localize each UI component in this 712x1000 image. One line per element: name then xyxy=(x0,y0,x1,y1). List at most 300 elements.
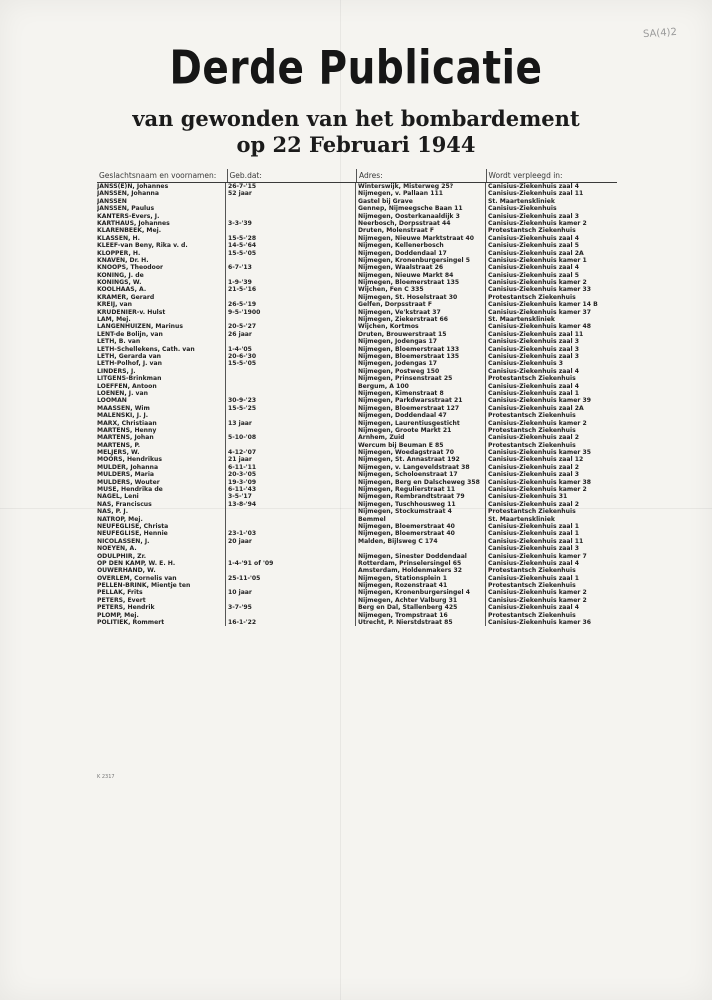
cell-birthdate: 21-5-'16 xyxy=(225,286,355,293)
cell-address: Nijmegen, Ziekerstraat 66 xyxy=(355,316,485,323)
cell-address: Rotterdam, Prinselersingel 65 xyxy=(355,560,485,567)
cell-hospital: Canisius-Ziekenhuis zaal 3 xyxy=(485,545,617,552)
cell-birthdate xyxy=(225,516,355,523)
page-title: Derde Publicatie xyxy=(169,42,543,96)
cell-birthdate xyxy=(225,368,355,375)
cell-address: Nijmegen, Bloemerstraat 135 xyxy=(355,279,485,286)
cell-birthdate: 26 jaar xyxy=(225,331,355,338)
cell-address xyxy=(355,545,485,552)
table-row xyxy=(97,427,617,434)
cell-hospital: Canisius-Ziekenhuis zaal 3 xyxy=(485,346,617,353)
cell-name: MULDER, Johanna xyxy=(97,463,159,471)
cell-hospital: Canisius-Ziekenhuis kamer 2 xyxy=(485,597,617,604)
cell-address: Nijmegen, Regulierstraat 11 xyxy=(355,486,485,493)
cell-name: NOEYEN, A. xyxy=(97,545,137,553)
cell-hospital: Protestantsch Ziekenhuis xyxy=(485,227,617,234)
cell-name: KOOLHAAS, A. xyxy=(97,286,147,294)
cell-name: OVERLEM, Cornelis van xyxy=(97,574,177,582)
table-row xyxy=(97,353,617,360)
cell-name: MARTENS, Johan xyxy=(97,434,154,442)
cell-address: Nijmegen, Bloemerstraat 127 xyxy=(355,405,485,412)
cell-address: Nijmegen, Stationsplein 1 xyxy=(355,575,485,582)
table-row xyxy=(97,412,617,419)
cell-birthdate: 10 jaar xyxy=(225,589,355,596)
cell-hospital: Canisius-Ziekenhuis zaal 3 xyxy=(485,338,617,345)
header-birthdate: Geb.dat: xyxy=(227,169,357,182)
cell-birthdate xyxy=(225,316,355,323)
cell-address: Nijmegen, Kimenstraat 8 xyxy=(355,390,485,397)
cell-birthdate xyxy=(225,213,355,220)
cell-address: Nijmegen, Rozenstraat 41 xyxy=(355,582,485,589)
cell-address: Nijmegen, Tuschhousweg 11 xyxy=(355,501,485,508)
table-row xyxy=(97,198,617,205)
cell-hospital: Canisius-Ziekenhuis kamer 33 xyxy=(485,286,617,293)
cell-name: NAS, P. J. xyxy=(97,508,129,516)
cell-address: Nijmegen, Nieuwe Markt 84 xyxy=(355,272,485,279)
cell-name: MOORS, Hendrikus xyxy=(97,456,162,464)
cell-address: Nijmegen, Bloemerstraat 40 xyxy=(355,523,485,530)
table-row xyxy=(97,456,617,463)
table-row xyxy=(97,486,617,493)
cell-hospital: Canisius-Ziekenhuis kamer 48 xyxy=(485,323,617,330)
cell-hospital: Canisius-Ziekenhuis xyxy=(485,205,617,212)
cell-birthdate: 21 jaar xyxy=(225,456,355,463)
cell-address: Nijmegen, v. Pallaan 111 xyxy=(355,190,485,197)
cell-birthdate: 5-10-'08 xyxy=(225,434,355,441)
cell-name: NEUFEGLISE, Hennie xyxy=(97,530,168,538)
table-row xyxy=(97,390,617,397)
table-row xyxy=(97,508,617,515)
cell-hospital: Canisius-Ziekenhuis kamer 38 xyxy=(485,479,617,486)
cell-birthdate: 15-5-'05 xyxy=(225,250,355,257)
table-row xyxy=(97,612,617,619)
archive-mark: SA(4)2 xyxy=(642,26,678,41)
cell-hospital: Protestantsch Ziekenhuis xyxy=(485,567,617,574)
cell-name: KANTERS-Evers, J. xyxy=(97,212,160,220)
print-code: K 2317 xyxy=(97,774,115,780)
cell-birthdate: 20-5-'27 xyxy=(225,323,355,330)
cell-hospital: Canisius-Ziekenhuis zaal 1 xyxy=(485,530,617,537)
cell-birthdate: 16-1-'22 xyxy=(225,619,355,626)
cell-hospital: Protestantsch Ziekenhuis xyxy=(485,412,617,419)
cell-name: LOEFFEN, Antoon xyxy=(97,382,157,390)
table-row xyxy=(97,190,617,197)
cell-hospital: Canisius-Ziekenhuis zaal 3 xyxy=(485,213,617,220)
cell-name: LITGENS-Brinkman xyxy=(97,375,162,383)
table-row xyxy=(97,264,617,271)
cell-name: JANSS(E)N, Johannes xyxy=(97,183,169,190)
table-row xyxy=(97,523,617,530)
cell-birthdate xyxy=(225,198,355,205)
cell-name: PELLEN-BRINK, Mientje ten xyxy=(97,582,191,590)
cell-address: Nijmegen, Bloemerstraat 40 xyxy=(355,530,485,537)
cell-address: Bemmel xyxy=(355,516,485,523)
table-row xyxy=(97,449,617,456)
table-row xyxy=(97,405,617,412)
cell-hospital: Canisius-Ziekenhuis kamer 2 xyxy=(485,486,617,493)
cell-birthdate: 19-3-'09 xyxy=(225,479,355,486)
table-row xyxy=(97,272,617,279)
cell-name: JANSSEN, Johanna xyxy=(97,190,159,198)
header-name: Geslachtsnaam en voornamen: xyxy=(99,171,217,180)
cell-birthdate: 15-5-'05 xyxy=(225,360,355,367)
cell-address: Nijmegen, Waalstraat 26 xyxy=(355,264,485,271)
cell-name: NATROP, Mej. xyxy=(97,515,143,523)
header-hospital: Wordt verpleegd in: xyxy=(486,169,618,182)
cell-hospital: Canisius-Ziekenhuis kamer 2 xyxy=(485,420,617,427)
table-row xyxy=(97,213,617,220)
cell-name: LANGENHUIZEN, Marinus xyxy=(97,323,183,331)
cell-birthdate: 3-5-'17 xyxy=(225,493,355,500)
table-row xyxy=(97,250,617,257)
cell-birthdate: 20-3-'05 xyxy=(225,471,355,478)
cell-hospital: Canisius-Ziekenhuis zaal 2A xyxy=(485,405,617,412)
cell-birthdate xyxy=(225,582,355,589)
cell-name: MAASSEN, Wim xyxy=(97,404,150,412)
table-row xyxy=(97,383,617,390)
cell-name: MELJERS, W. xyxy=(97,449,140,457)
cell-hospital: Canisius-Ziekenhuis kamer 36 xyxy=(485,619,617,626)
cell-birthdate: 26-7-'15 xyxy=(225,183,355,190)
cell-birthdate xyxy=(225,205,355,212)
cell-hospital: Canisius-Ziekenhuis zaal 4 xyxy=(485,383,617,390)
header-address: Adres: xyxy=(356,169,486,182)
table-row xyxy=(97,545,617,552)
cell-address: Nijmegen, Achter Valburg 31 xyxy=(355,597,485,604)
table-row xyxy=(97,301,617,308)
cell-name: KLARENBEEK, Mej. xyxy=(97,227,162,235)
table-row xyxy=(97,368,617,375)
cell-address: Wijchen, Fen C 335 xyxy=(355,286,485,293)
cell-name: MARTENS, P. xyxy=(97,441,141,449)
cell-hospital: Protestantsch Ziekenhuis xyxy=(485,375,617,382)
cell-name: LETH, B. van xyxy=(97,338,141,346)
cell-birthdate: 13 jaar xyxy=(225,420,355,427)
table-row xyxy=(97,286,617,293)
table-row xyxy=(97,560,617,567)
cell-birthdate: 4-12-'07 xyxy=(225,449,355,456)
cell-hospital: Canisius-Ziekenhuis kamer 2 xyxy=(485,220,617,227)
wounded-table xyxy=(97,169,617,626)
cell-name: PLOMP, Mej. xyxy=(97,611,139,619)
cell-name: JANSSEN xyxy=(97,197,127,205)
table-row xyxy=(97,294,617,301)
cell-birthdate xyxy=(225,508,355,515)
cell-hospital: Canisius-Ziekenhuis zaal 2 xyxy=(485,501,617,508)
table-row xyxy=(97,538,617,545)
cell-address: Nijmegen, Bloemerstraat 133 xyxy=(355,346,485,353)
cell-name: KLEEF-van Beny, Rika v. d. xyxy=(97,242,188,250)
table-row xyxy=(97,567,617,574)
cell-hospital: Canisius-Ziekenhuis zaal 1 xyxy=(485,523,617,530)
cell-birthdate xyxy=(225,427,355,434)
table-row xyxy=(97,604,617,611)
cell-birthdate: 23-1-'03 xyxy=(225,530,355,537)
table-row xyxy=(97,227,617,234)
cell-hospital: Canisius-Ziekenhuis zaal 2A xyxy=(485,250,617,257)
cell-name: OUWERHAND, W. xyxy=(97,567,156,575)
cell-hospital: Protestantsch Ziekenhuis xyxy=(485,427,617,434)
table-row xyxy=(97,553,617,560)
cell-name: KNOOPS, Theodoor xyxy=(97,264,164,272)
cell-birthdate xyxy=(225,227,355,234)
cell-address: Nijmegen, Kronenburgersingel 5 xyxy=(355,257,485,264)
cell-address: Nijmegen, Doddendaal 47 xyxy=(355,412,485,419)
cell-hospital: Canisius-Ziekenhuis zaal 2 xyxy=(485,434,617,441)
table-row xyxy=(97,220,617,227)
cell-hospital: Canisius-Ziekenhuis kamer 7 xyxy=(485,553,617,560)
cell-address: Nijmegen, v. Langeveldstraat 38 xyxy=(355,464,485,471)
table-row xyxy=(97,316,617,323)
cell-address: Nijmegen, Nieuwe Marktstraat 40 xyxy=(355,235,485,242)
cell-address: Nijmegen, St. Annastraat 192 xyxy=(355,456,485,463)
cell-address: Druten, Molenstraat F xyxy=(355,227,485,234)
cell-name: NICOLASSEN, J. xyxy=(97,537,150,545)
cell-birthdate xyxy=(225,390,355,397)
cell-hospital: Canisius-Ziekenhuis kamer 2 xyxy=(485,279,617,286)
table-row xyxy=(97,597,617,604)
cell-birthdate xyxy=(225,553,355,560)
cell-hospital: Canisius-Ziekenhuis zaal 4 xyxy=(485,368,617,375)
cell-hospital: Canisius-Ziekenhuis kamer 2 xyxy=(485,589,617,596)
cell-name: MULDERS, Wouter xyxy=(97,478,160,486)
table-row xyxy=(97,442,617,449)
cell-hospital: Canisius-Ziekenhuis zaal 1 xyxy=(485,390,617,397)
cell-birthdate: 14-5-'64 xyxy=(225,242,355,249)
cell-hospital: Canisius-Ziekenhuis zaal 1 xyxy=(485,575,617,582)
cell-birthdate: 13-8-'94 xyxy=(225,501,355,508)
cell-birthdate: 1-9-'39 xyxy=(225,279,355,286)
cell-hospital: Protestantsch Ziekenhuis xyxy=(485,582,617,589)
cell-hospital: St. Maartenskliniek xyxy=(485,316,617,323)
cell-birthdate xyxy=(225,442,355,449)
cell-hospital: Canisius-Ziekenhuis kamer 1 xyxy=(485,257,617,264)
table-row xyxy=(97,360,617,367)
cell-hospital: Canisius-Ziekenhuis zaal 11 xyxy=(485,190,617,197)
cell-hospital: Canisius-Ziekenhuis zaal 12 xyxy=(485,456,617,463)
cell-name: KARTHAUS, Johannes xyxy=(97,219,170,227)
cell-name: LOENEN, J. van xyxy=(97,389,148,397)
cell-address: Nijmegen, Ve'kstraat 37 xyxy=(355,309,485,316)
cell-hospital: Canisius-Ziekenhuis zaal 2 xyxy=(485,464,617,471)
cell-address: Nijmegen, Parkdwarsstraat 21 xyxy=(355,397,485,404)
cell-address: Berg en Dal, Stallenberg 425 xyxy=(355,604,485,611)
cell-name: PELLAK, Frits xyxy=(97,589,143,597)
cell-birthdate xyxy=(225,383,355,390)
table-row xyxy=(97,479,617,486)
cell-name: NEUFEGLISE, Christa xyxy=(97,522,169,530)
cell-name: PETERS, Hendrik xyxy=(97,604,155,612)
cell-name: MARTENS, Henny xyxy=(97,426,157,434)
cell-hospital: Canisius-Ziekenhuis zaal 11 xyxy=(485,538,617,545)
table-row xyxy=(97,589,617,596)
cell-name: LENT-de Bolijn, van xyxy=(97,330,163,338)
cell-address: Gennep, Nijmeegsche Baan 11 xyxy=(355,205,485,212)
cell-address: Nijmegen, Kellenerbosch xyxy=(355,242,485,249)
cell-birthdate xyxy=(225,597,355,604)
cell-birthdate xyxy=(225,612,355,619)
cell-birthdate xyxy=(225,567,355,574)
cell-address: Nijmegen, Prinsenstraat 25 xyxy=(355,375,485,382)
table-row xyxy=(97,279,617,286)
cell-birthdate: 6-11-'43 xyxy=(225,486,355,493)
table-row xyxy=(97,516,617,523)
cell-address: Gastel bij Grave xyxy=(355,198,485,205)
cell-address: Bergum, A 100 xyxy=(355,383,485,390)
cell-birthdate: 15-5-'25 xyxy=(225,405,355,412)
cell-birthdate: 20-6-'30 xyxy=(225,353,355,360)
table-row xyxy=(97,464,617,471)
cell-birthdate: 25-11-'05 xyxy=(225,575,355,582)
cell-hospital: Canisius-Ziekenhuis zaal 4 xyxy=(485,264,617,271)
cell-hospital: Canisius-Ziekenhuis zaal 11 xyxy=(485,331,617,338)
table-row xyxy=(97,471,617,478)
cell-hospital: Protestantsch Ziekenhuis xyxy=(485,442,617,449)
subtitle-line-1: van gewonden van het bombardement xyxy=(132,106,580,131)
cell-address: Nijmegen, St. Hoselstraat 30 xyxy=(355,294,485,301)
cell-birthdate: 26-5-'19 xyxy=(225,301,355,308)
cell-name: LETH, Gerarda van xyxy=(97,352,162,360)
cell-birthdate xyxy=(225,294,355,301)
cell-name: LETH-Polhof, J. van xyxy=(97,360,162,368)
cell-name: JANSSEN, Paulus xyxy=(97,205,155,213)
cell-name: NAS, Franciscus xyxy=(97,500,152,508)
cell-hospital: Canisius-Ziekenhuis zaal 5 xyxy=(485,272,617,279)
cell-hospital: Canisius-Ziekenhuis kamer 37 xyxy=(485,309,617,316)
cell-birthdate xyxy=(225,412,355,419)
cell-hospital: Canisius-Ziekenhuis zaal 4 xyxy=(485,560,617,567)
cell-name: MUSE, Hendrika de xyxy=(97,486,163,494)
cell-address: Nijmegen, Doddendaal 17 xyxy=(355,250,485,257)
cell-address: Nijmegen, Stockumstraat 4 xyxy=(355,508,485,515)
cell-name: POLITIEK, Rommert xyxy=(97,619,165,627)
cell-address: Amsterdam, Holdenmakers 32 xyxy=(355,567,485,574)
table-row xyxy=(97,501,617,508)
cell-address: Nijmegen, Jodengas 17 xyxy=(355,360,485,367)
cell-address: Malden, Bijlsweg C 174 xyxy=(355,538,485,545)
cell-address: Neerbosch, Dorpsstraat 44 xyxy=(355,220,485,227)
cell-hospital: St. Maartenskliniek xyxy=(485,516,617,523)
table-row xyxy=(97,309,617,316)
table-row xyxy=(97,183,617,190)
cell-address: Winterswijk, Misterweg 25? xyxy=(355,183,485,190)
cell-name: KREIJ, van xyxy=(97,301,132,309)
cell-name: LAM, Mej. xyxy=(97,316,131,324)
cell-birthdate: 6-7-'13 xyxy=(225,264,355,271)
cell-name: ODULPHIR, Zr. xyxy=(97,552,147,560)
subtitle-line-2: op 22 Februari 1944 xyxy=(236,132,476,157)
cell-address: Gelfen, Dorpsstraat F xyxy=(355,301,485,308)
cell-hospital: St. Maartenskliniek xyxy=(485,198,617,205)
cell-birthdate: 3-3-'39 xyxy=(225,220,355,227)
cell-address: Nijmegen, Laurentiusgesticht xyxy=(355,420,485,427)
cell-address: Nijmegen, Groote Markt 21 xyxy=(355,427,485,434)
table-row xyxy=(97,397,617,404)
cell-birthdate xyxy=(225,272,355,279)
table-row xyxy=(97,530,617,537)
cell-birthdate: 1-4-'91 of '09 xyxy=(225,560,355,567)
cell-address: Druten, Brouwerstraat 15 xyxy=(355,331,485,338)
cell-birthdate xyxy=(225,257,355,264)
table-row xyxy=(97,575,617,582)
cell-address: Nijmegen, Trompstraat 16 xyxy=(355,612,485,619)
cell-name: PETERS, Evert xyxy=(97,596,146,604)
table-row xyxy=(97,205,617,212)
cell-hospital: Protestantsch Ziekenhuis xyxy=(485,294,617,301)
cell-address: Nijmegen, Rembrandtstraat 79 xyxy=(355,493,485,500)
table-row xyxy=(97,619,617,626)
table-row xyxy=(97,434,617,441)
cell-birthdate xyxy=(225,375,355,382)
cell-hospital: Canisius-Ziekenhuis kamer 14 B xyxy=(485,301,617,308)
cell-hospital: Canisius-Ziekenhuis zaal 4 xyxy=(485,183,617,190)
cell-address: Nijmegen, Oosterkanaaldijk 3 xyxy=(355,213,485,220)
cell-name: KNAVEN, Dr. H. xyxy=(97,256,149,264)
cell-address: Nijmegen, Jodengas 17 xyxy=(355,338,485,345)
table-row xyxy=(97,338,617,345)
cell-name: LETH-Schellekens, Cath. van xyxy=(97,345,195,353)
cell-name: KONINGS, W. xyxy=(97,279,142,287)
cell-address: Nijmegen, Berg en Dalscheweg 358 xyxy=(355,479,485,486)
cell-birthdate: 6-11-'11 xyxy=(225,464,355,471)
cell-name: KLOPPER, H. xyxy=(97,249,141,257)
cell-hospital: Protestantsch Ziekenhuis xyxy=(485,612,617,619)
cell-hospital: Canisius-Ziekenhuis zaal 5 xyxy=(485,242,617,249)
cell-hospital: Canisius-Ziekenhuis kamer 35 xyxy=(485,449,617,456)
cell-address: Utrecht, P. Nierstdstraat 85 xyxy=(355,619,485,626)
cell-hospital: Canisius-Ziekenhuis zaal 3 xyxy=(485,353,617,360)
cell-name: OP DEN KAMP, W. E. H. xyxy=(97,559,176,567)
table-body xyxy=(97,183,617,626)
cell-birthdate: 15-5-'28 xyxy=(225,235,355,242)
cell-hospital: Canisius-Ziekenhuis kamer 39 xyxy=(485,397,617,404)
table-row xyxy=(97,235,617,242)
cell-name: LINDERS, J. xyxy=(97,367,136,375)
cell-birthdate xyxy=(225,545,355,552)
cell-address: Nijmegen, Postweg 150 xyxy=(355,368,485,375)
cell-address: Nijmegen, Bloemerstraat 135 xyxy=(355,353,485,360)
cell-birthdate: 52 jaar xyxy=(225,190,355,197)
table-row xyxy=(97,257,617,264)
cell-name: KLASSEN, H. xyxy=(97,234,140,242)
cell-hospital: Canisius-Ziekenhuis zaal 3 xyxy=(485,471,617,478)
table-header xyxy=(97,169,617,183)
table-row xyxy=(97,582,617,589)
cell-hospital: Protestantsch Ziekenhuis xyxy=(485,508,617,515)
table-row xyxy=(97,375,617,382)
table-row xyxy=(97,420,617,427)
cell-birthdate: 9-5-'1900 xyxy=(225,309,355,316)
cell-address: Nijmegen, Scholoenstraat 17 xyxy=(355,471,485,478)
cell-name: KRAMER, Gerard xyxy=(97,293,155,301)
cell-name: MULDERS, Maria xyxy=(97,471,155,479)
cell-hospital: Canisius-Ziekenhuis 31 xyxy=(485,493,617,500)
cell-birthdate: 30-9-'23 xyxy=(225,397,355,404)
cell-name: LOOMAN xyxy=(97,397,127,405)
cell-name: KONING, J. de xyxy=(97,271,144,279)
cell-hospital: Canisius-Ziekenhuis zaal 4 xyxy=(485,604,617,611)
cell-address: Nijmegen, Kronenburgersingel 4 xyxy=(355,589,485,596)
table-row xyxy=(97,331,617,338)
cell-birthdate xyxy=(225,523,355,530)
cell-birthdate: 3-7-'95 xyxy=(225,604,355,611)
cell-birthdate: 20 jaar xyxy=(225,538,355,545)
cell-address: Arnhem, Zuid xyxy=(355,434,485,441)
cell-hospital: Canisius-Ziekenhuis zaal 4 xyxy=(485,235,617,242)
cell-address: Wijchen, Kortmos xyxy=(355,323,485,330)
cell-address: Nijmegen, Woedagstraat 70 xyxy=(355,449,485,456)
cell-name: MALENSKI, J. J. xyxy=(97,412,149,420)
